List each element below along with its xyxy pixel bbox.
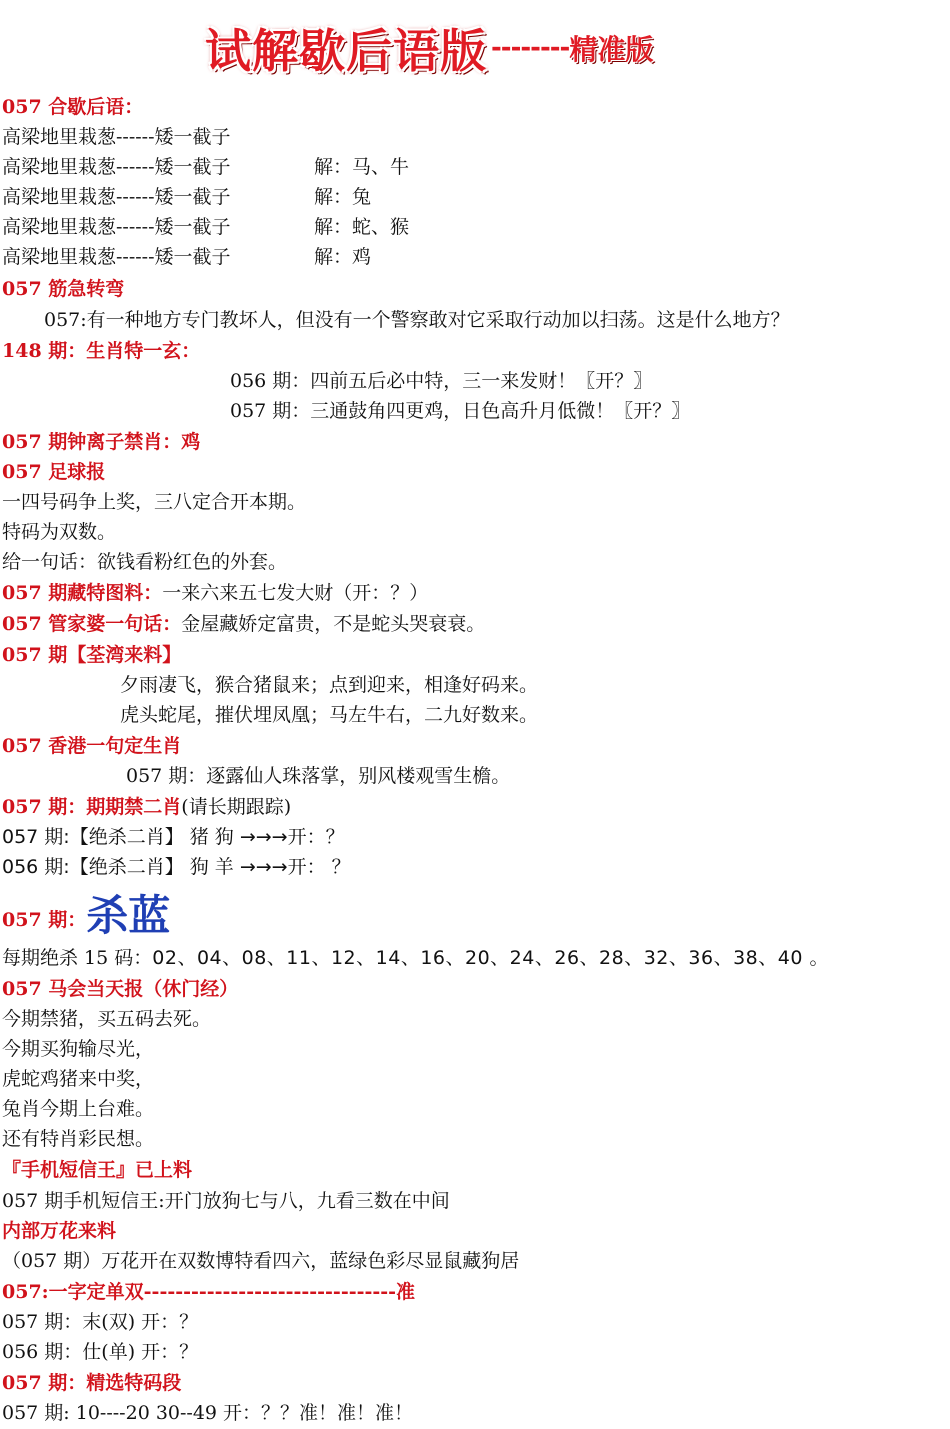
title-main: 试解歇后语版 (205, 24, 487, 78)
section-heading-banned-zodiac: 057 期钟离子禁肖：鸡 (2, 431, 201, 453)
odd-even-line: 057 期：末(双) 开：？ (2, 1311, 199, 1333)
section-heading-jockey-club: 057 马会当天报（休门经） (2, 978, 239, 1000)
riddle-text: 高梁地里栽葱------矮一截子 (2, 216, 231, 238)
kill-numbers-list: 02、04、08、11、12、14、16、20、24、26、28、32、36、38、40 。 (152, 947, 829, 969)
riddle-text: 高梁地里栽葱------矮一截子 (2, 186, 231, 208)
jockey-club-line: 虎蛇鸡猪来中奖， (2, 1068, 155, 1090)
riddle-line (2, 242, 946, 272)
title-subtitle: 精准版 (569, 33, 654, 66)
zodiac-line: 057 期：三通鼓角四更鸡，日色高升月低微！〖开？〗 (230, 400, 691, 422)
housekeeper-text: 金屋藏娇定富贵，不是蛇头哭衰衰。 (181, 613, 486, 635)
section-heading-number-range: 057 期：精选特码段 (2, 1372, 182, 1394)
jockey-club-line: 兔肖今期上台难。 (2, 1098, 155, 1120)
riddle-text: 高梁地里栽葱------矮一截子 (2, 246, 231, 268)
jockey-club-line: 今期买狗输尽光， (2, 1038, 155, 1060)
section-heading-tsuen-wan: 057 期【荃湾来料】 (2, 644, 182, 666)
number-range-line: 057 期: 10----20 30--49 开：？？准！准！准！ (2, 1402, 414, 1424)
kill-color-line (2, 890, 946, 942)
tsuen-wan-line: 夕雨凄飞，猴合猪鼠来；点到迎来，相逢好码来。 (120, 674, 539, 696)
section-heading-zodiac: 148 期：生肖特一玄： (2, 340, 201, 362)
hongkong-line: 057 期：逐露仙人珠落掌，别风楼观雪生檐。 (126, 765, 511, 787)
section-heading-hidden-picture: 057 期藏特图料： (2, 582, 163, 604)
section-heading-kill-color: 057 期： (2, 909, 87, 931)
section-heading-wanhua: 内部万花来料 (2, 1220, 117, 1242)
hidden-picture-text: 一来六来五七发大财（开：？） (162, 582, 429, 604)
banned-two-line: 056 期:【绝杀二肖】 狗 羊 →→→开： ？ (2, 856, 351, 878)
kill-color-value: 杀蓝 (86, 891, 171, 940)
riddle-answer: 解：鸡 (314, 246, 372, 268)
section-heading-brain-teaser: 057 筋急转弯 (2, 278, 125, 300)
kill-numbers-label: 每期绝杀 15 码： (2, 947, 153, 969)
riddle-line: 高梁地里栽葱------矮一截子 (2, 126, 231, 148)
title-dashes: -------- (491, 33, 570, 63)
football-line: 特码为双数。 (2, 521, 117, 543)
section-heading-football: 057 足球报 (2, 461, 106, 483)
wanhua-line: （057 期）万花开在双数博特看四六，蓝绿色彩尽显鼠藏狗居 (2, 1250, 520, 1272)
football-line: 一四号码争上奖，三八定合开本期。 (2, 491, 307, 513)
jockey-club-line: 还有特肖彩民想。 (2, 1128, 155, 1150)
banned-two-heading-line (2, 792, 946, 822)
riddle-line (2, 182, 946, 212)
riddle-line (2, 152, 946, 182)
riddle-line (2, 212, 946, 242)
section-heading-housekeeper: 057 管家婆一句话： (2, 613, 182, 635)
brain-teaser-question: 057:有一种地方专门教坏人，但没有一个警察敢对它采取行动加以扫荡。这是什么地方？ (44, 309, 790, 331)
housekeeper-line (2, 609, 946, 639)
banned-two-note: (请长期跟踪) (181, 796, 292, 818)
section-heading-odd-even: 057:一字定单双--------------------------------准 (2, 1281, 416, 1303)
hidden-picture-line (2, 578, 946, 608)
zodiac-line: 056 期：四前五后必中特，三一来发财！〖开？〗 (230, 370, 653, 392)
odd-even-line: 056 期：仕(单) 开：？ (2, 1341, 199, 1363)
section-heading-hongkong: 057 香港一句定生肖 (2, 735, 182, 757)
page-title (205, 18, 653, 78)
riddle-text: 高梁地里栽葱------矮一截子 (2, 156, 231, 178)
riddle-answer: 解：马、牛 (314, 156, 410, 178)
section-heading-banned-two: 057 期：期期禁二肖 (2, 796, 182, 818)
banned-two-line: 057 期:【绝杀二肖】 猪 狗 →→→开：？ (2, 826, 345, 848)
sms-king-line: 057 期手机短信王:开门放狗七与八，九看三数在中间 (2, 1190, 450, 1212)
tsuen-wan-line: 虎头蛇尾，摧伏埋凤凰；马左牛右，二九好数来。 (120, 704, 539, 726)
kill-numbers-line (2, 943, 946, 973)
riddle-answer: 解：兔 (314, 186, 372, 208)
riddle-answer: 解：蛇、猴 (314, 216, 410, 238)
jockey-club-line: 今期禁猪，买五码去死。 (2, 1008, 212, 1030)
section-heading-xiehouyu: 057 合歇后语： (2, 96, 144, 118)
section-heading-sms-king: 『手机短信王』已上料 (2, 1159, 193, 1181)
football-line: 给一句话：欲钱看粉红色的外套。 (2, 551, 288, 573)
